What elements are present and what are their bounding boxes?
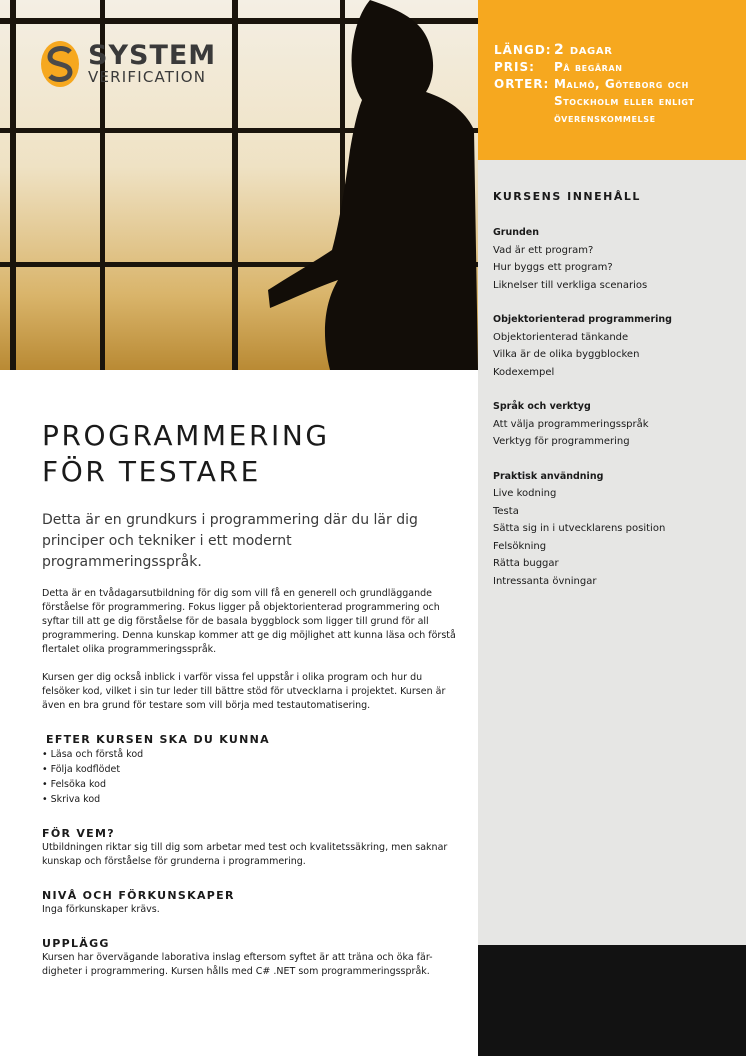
section-heading-outcomes: EFTER KURSEN SKA DU KUNNA bbox=[46, 733, 270, 746]
content-item: Intressanta övningar bbox=[493, 575, 597, 587]
content-item: Felsökning bbox=[493, 540, 547, 552]
section-heading-audience: FÖR VEM? bbox=[42, 827, 115, 840]
list-item: • Följa kodflödet bbox=[42, 764, 121, 775]
content-item: Liknelser till verkliga scenarios bbox=[493, 279, 648, 291]
content-item: Verktyg för programmering bbox=[493, 436, 630, 447]
content-item: Rätta buggar bbox=[493, 558, 559, 569]
list-item: • Felsöka kod bbox=[42, 779, 106, 790]
content-item: Objektorienterad tänkande bbox=[493, 331, 629, 343]
section-heading-level: NIVÅ OCH FÖRKUNSKAPER bbox=[42, 889, 235, 902]
info-key: LÄNGD: bbox=[494, 43, 552, 57]
section-heading-setup: UPPLÄGG bbox=[42, 937, 110, 950]
content-group-title: Grunden bbox=[493, 227, 540, 238]
content-item: Testa bbox=[493, 505, 519, 517]
info-value: 2 dagar bbox=[554, 42, 613, 58]
content-group bbox=[493, 311, 738, 381]
page-title bbox=[42, 418, 462, 490]
content-group bbox=[493, 468, 738, 591]
main-content bbox=[42, 418, 462, 979]
content-item: Vad är ett program? bbox=[493, 244, 594, 256]
content-group bbox=[493, 398, 738, 451]
content-item: Att välja programmeringsspråk bbox=[493, 418, 649, 430]
info-key: ORTER: bbox=[494, 77, 550, 91]
content-item: Kodexempel bbox=[493, 366, 555, 378]
person-silhouette bbox=[250, 0, 478, 370]
content-item: Hur byggs ett program? bbox=[493, 262, 613, 273]
content-item: Live kodning bbox=[493, 488, 557, 499]
content-group-title: Objektorienterad programmering bbox=[493, 314, 672, 325]
course-contents-sidebar bbox=[478, 160, 746, 945]
sidebar-heading: KURSENS INNEHÅLL bbox=[493, 190, 641, 203]
content-item: Vilka är de olika byggblocken bbox=[493, 349, 640, 360]
section-text: Utbildningen riktar sig till dig som arbetar med test och kvalitetssäkring, men saknar kunskap och förståelse för grunderna i programmering. bbox=[42, 842, 448, 867]
course-info-box bbox=[478, 0, 746, 160]
info-key: PRIS: bbox=[494, 60, 535, 74]
list-item: • Läsa och förstå kod bbox=[42, 749, 144, 760]
info-value: Malmö, Göteborg och Stockholm eller enligt överenskommelse bbox=[554, 77, 695, 125]
list-item: • Skriva kod bbox=[42, 794, 101, 805]
logo-line2: VERIFICATION bbox=[88, 68, 207, 86]
info-value: På begäran bbox=[554, 60, 623, 74]
company-logo bbox=[40, 40, 216, 88]
body-paragraph: Detta är en tvådagarsutbildning för dig som vill få en generell och grundläggande förståelse för programmering. Fokus ligger på objektorienterad programmering och syftar till att ge dig förståelse för de basala byggblock som ligger till grund för all programmering. Denna kunskap kommer att ge dig möjlighet att kunna läsa och förstå flertalet olika programmeringsspråk. bbox=[42, 588, 456, 655]
lead-paragraph: Detta är en grundkurs i programmering där du lär dig principer och tekniker i ett modernt programmeringsspråk. bbox=[42, 512, 418, 570]
content-item: Sätta sig in i utvecklarens position bbox=[493, 523, 666, 534]
hero-photo bbox=[0, 0, 478, 370]
logo-s-icon bbox=[40, 40, 80, 88]
info-row-locations bbox=[494, 76, 744, 127]
info-row-length bbox=[494, 42, 744, 59]
title-line: PROGRAMMERING bbox=[42, 419, 330, 452]
content-group bbox=[493, 224, 738, 294]
content-group-title: Praktisk användning bbox=[493, 470, 604, 482]
content-group-title: Språk och verktyg bbox=[493, 401, 591, 412]
body-paragraph: Kursen ger dig också inblick i varför vissa fel uppstår i olika program och hur du felsöker kod, vilket i sin tur leder till bättre stöd för utvecklarna i projektet. Kursen är även en bra grund för testare som vill börja med testautomatisering. bbox=[42, 672, 446, 711]
title-line: FÖR TESTARE bbox=[42, 455, 261, 488]
outcomes-list bbox=[42, 747, 462, 807]
info-row-price bbox=[494, 59, 744, 76]
section-text: Kursen har övervägande laborativa inslag eftersom syftet är att träna och öka fär-digheter i programmering. Kursen hålls med C# .NET som programmeringsspråk. bbox=[42, 952, 433, 977]
sidebar-footer-block bbox=[478, 945, 746, 1056]
section-text: Inga förkunskaper krävs. bbox=[42, 904, 160, 915]
logo-line1: SYSTEM bbox=[88, 40, 217, 71]
